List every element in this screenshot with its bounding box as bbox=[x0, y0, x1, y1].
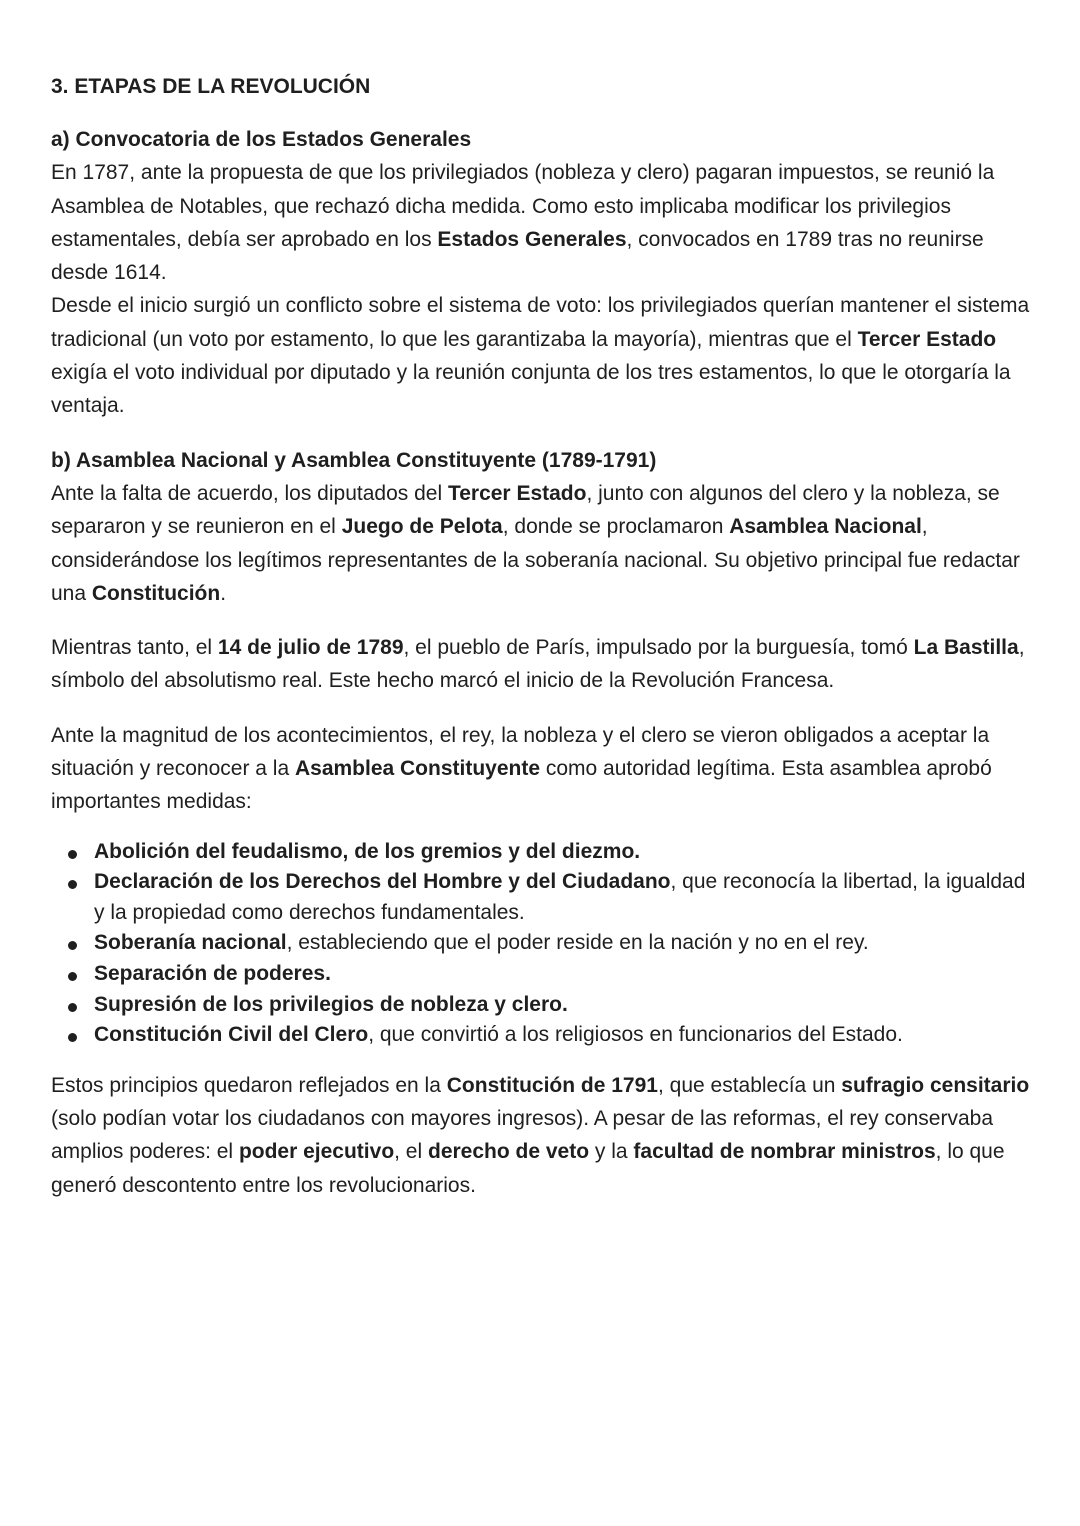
list-item: Constitución Civil del Clero, que convirtió a los religiosos en funcionarios del Estado. bbox=[51, 1020, 1031, 1051]
list-item: Abolición del feudalismo, de los gremios y del diezmo. bbox=[51, 837, 1031, 868]
paragraph-b4: Estos principios quedaron reflejados en la Constitución de 1791, que establecía un sufragio censitario (solo podían votar los ciudadanos con mayores ingresos). A pesar de las reformas, el rey conservaba amplios poderes: el poder ejecutivo, el derecho de veto y la facultad de nombrar ministros, lo que generó descontento entre los revolucionarios. bbox=[51, 1073, 1030, 1197]
bullet-icon bbox=[68, 1003, 77, 1012]
paragraph-b3: Ante la magnitud de los acontecimientos, el rey, la nobleza y el clero se vieron obligados a aceptar la situación y reconocer a la Asamblea Constituyente como autoridad legítima. Esta asamblea aprobó importantes medidas: bbox=[51, 723, 992, 814]
paragraph-a2: Desde el inicio surgió un conflicto sobre el sistema de voto: los privilegiados querían mantener el sistema tradicional (un voto por estamento, lo que les garantizaba la mayoría), mientras que el Tercer Estado exigía el voto individual por diputado y la reunión conjunta de los tres estamentos, lo que le otorgaría la ventaja. bbox=[51, 294, 1030, 418]
list-item: Soberanía nacional, estableciendo que el poder reside en la nación y no en el rey. bbox=[51, 928, 1031, 959]
bullet-icon bbox=[68, 972, 77, 981]
document-page bbox=[51, 70, 1031, 1223]
bullet-icon bbox=[68, 941, 77, 950]
subheading-a: a) Convocatoria de los Estados Generales bbox=[51, 128, 472, 151]
paragraph-b1: Ante la falta de acuerdo, los diputados del Tercer Estado, junto con algunos del clero y la nobleza, se separaron y se reunieron en el Juego de Pelota, donde se proclamaron Asamblea Nacional, considerándose los legítimos representantes de la soberanía nacional. Su objetivo principal fue redactar una Constitución. bbox=[51, 481, 1020, 605]
bullet-icon bbox=[68, 880, 77, 889]
measures-list bbox=[51, 837, 1031, 1051]
bullet-icon bbox=[68, 1033, 77, 1042]
paragraph-a1: En 1787, ante la propuesta de que los privilegiados (nobleza y clero) pagaran impuestos, se reunió la Asamblea de Notables, que rechazó dicha medida. Como esto implicaba modificar los privilegios estamentales, debía ser aprobado en los Estados Generales, convocados en 1789 tras no reunirse desde 1614. bbox=[51, 161, 995, 285]
subheading-b: b) Asamblea Nacional y Asamblea Constituyente (1789-1791) bbox=[51, 448, 657, 472]
list-item: Declaración de los Derechos del Hombre y del Ciudadano, que reconocía la libertad, la igualdad y la propiedad como derechos fundamentales. bbox=[51, 867, 1031, 928]
bullet-icon bbox=[68, 850, 77, 859]
paragraph-b2: Mientras tanto, el 14 de julio de 1789, el pueblo de París, impulsado por la burguesía, tomó La Bastilla, símbolo del absolutismo real. Este hecho marcó el inicio de la Revolución Francesa. bbox=[51, 636, 1025, 693]
list-item: Supresión de los privilegios de nobleza y clero. bbox=[51, 990, 1031, 1021]
section-title: 3. ETAPAS DE LA REVOLUCIÓN bbox=[51, 75, 371, 98]
list-item: Separación de poderes. bbox=[51, 959, 1031, 990]
